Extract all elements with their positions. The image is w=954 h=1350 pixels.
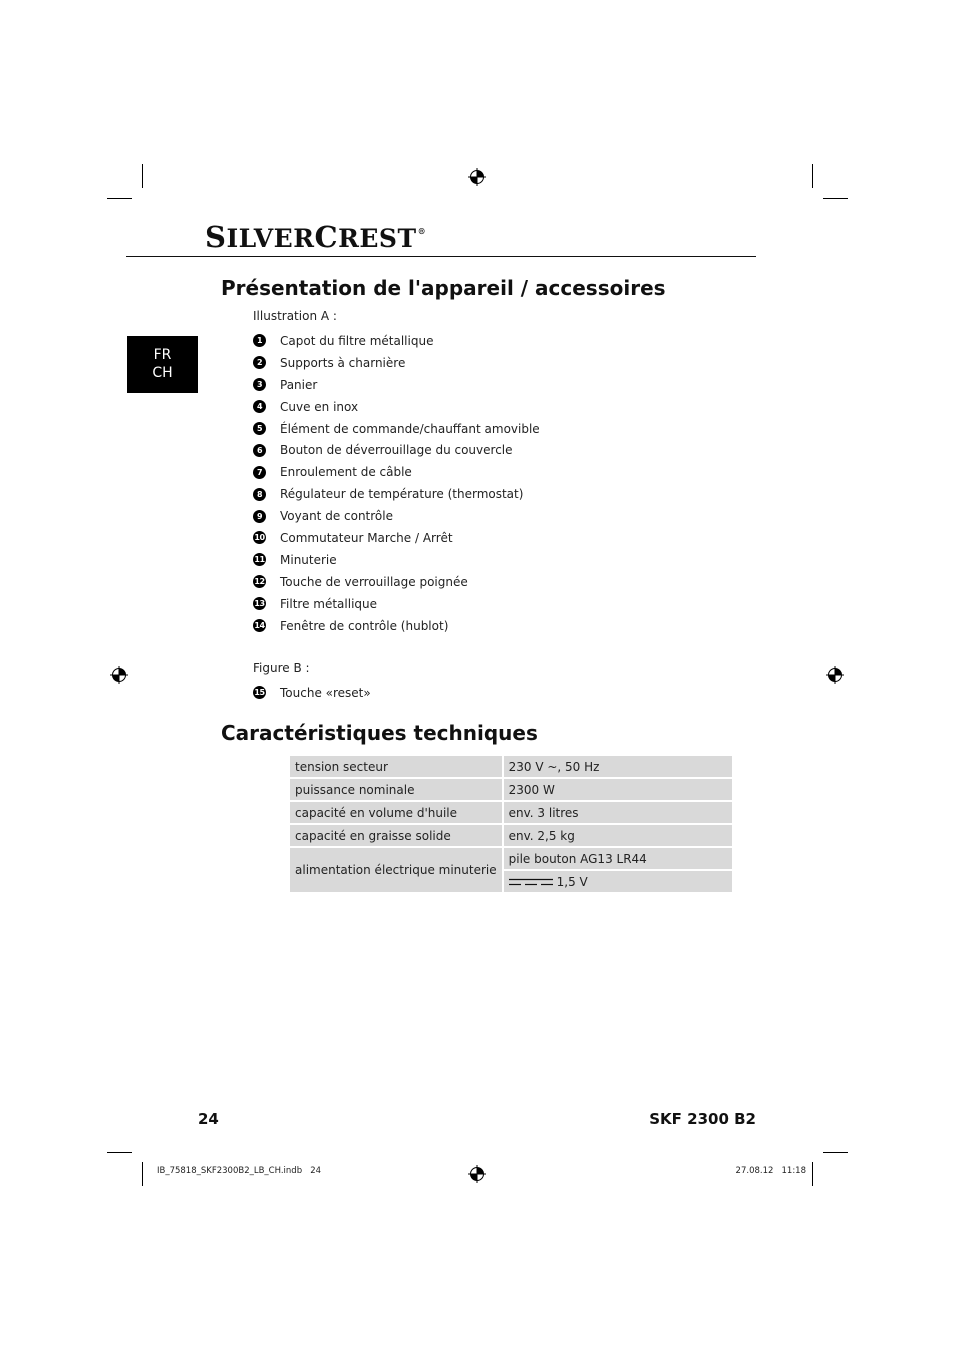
dc-current-icon [509, 878, 553, 886]
number-badge: 12 [254, 577, 265, 587]
registration-mark-icon [468, 168, 486, 186]
part-label: Touche «reset» [280, 685, 371, 700]
crop-mark [142, 1162, 143, 1186]
crop-mark [823, 198, 848, 199]
part-label: Cuve en inox [280, 399, 359, 414]
spec-value: 2300 W [504, 779, 732, 802]
spec-value: env. 2,5 kg [504, 825, 732, 848]
list-item [253, 571, 540, 593]
spec-label: puissance nominale [290, 779, 504, 802]
number-badge: 7 [253, 466, 266, 479]
number-badge: 5 [253, 422, 266, 435]
table-row [290, 756, 732, 779]
list-item [253, 505, 540, 527]
part-label: Capot du filtre métallique [280, 333, 434, 348]
number-badge: 4 [253, 400, 266, 413]
part-label: Commutateur Marche / Arrêt [280, 530, 453, 545]
list-item [253, 615, 540, 637]
list-item [253, 549, 540, 571]
part-label: Supports à charnière [280, 355, 406, 370]
part-label: Filtre métallique [280, 596, 378, 611]
parts-list [253, 330, 540, 636]
list-item [253, 352, 540, 374]
crop-mark [823, 1152, 848, 1153]
list-item [253, 682, 371, 703]
list-item [253, 439, 540, 461]
number-badge: 1 [253, 334, 266, 347]
list-item [253, 418, 540, 440]
list-item [253, 593, 540, 615]
model-number: SKF 2300 B2 [649, 1110, 756, 1128]
list-item [253, 330, 540, 352]
part-label: Fenêtre de contrôle (hublot) [280, 618, 449, 633]
figure-label: Figure B : [253, 661, 310, 675]
registration-mark-icon [468, 1165, 486, 1183]
illustration-label: Illustration A : [253, 309, 337, 323]
number-badge: 15 [254, 688, 265, 697]
registration-mark-icon [110, 666, 128, 684]
specs-table [290, 756, 732, 892]
language-code: FR [153, 347, 172, 363]
header-divider [126, 256, 756, 257]
number-badge: 2 [253, 356, 266, 369]
table-row [290, 802, 732, 825]
section-title: Présentation de l'appareil / accessoires [221, 276, 666, 300]
crop-mark [107, 1152, 132, 1153]
brand-initial: S [205, 220, 227, 254]
brand-text: ILVER [226, 224, 315, 253]
crop-mark [812, 164, 813, 188]
list-item [253, 374, 540, 396]
file-slug: IB_75818_SKF2300B2_LB_CH.indb 24 [157, 1166, 322, 1176]
part-label: Minuterie [280, 552, 337, 567]
crop-mark [142, 164, 143, 188]
list-item [253, 483, 540, 505]
part-label: Panier [280, 377, 318, 392]
page-number: 24 [198, 1110, 219, 1128]
registration-mark-icon [826, 666, 844, 684]
number-badge: 3 [253, 378, 266, 391]
brand-logo [205, 220, 426, 254]
table-row [290, 779, 732, 802]
registered-mark: ® [417, 226, 427, 236]
part-label: Touche de verrouillage poignée [280, 574, 468, 589]
voltage-value: 1,5 V [556, 874, 588, 889]
number-badge: 11 [254, 555, 265, 565]
number-badge: 6 [253, 444, 266, 457]
spec-value: pile bouton AG13 LR44 [504, 848, 732, 871]
list-item [253, 396, 540, 418]
number-badge: 9 [253, 510, 266, 523]
spec-value: 230 V ~, 50 Hz [504, 756, 732, 779]
part-label: Régulateur de température (thermostat) [280, 487, 524, 502]
number-badge: 13 [254, 599, 265, 609]
section-title: Caractéristiques techniques [221, 721, 538, 745]
brand-text: REST [338, 224, 417, 253]
table-row [290, 825, 732, 848]
spec-label: alimentation électrique minuterie [290, 848, 504, 892]
number-badge: 14 [254, 621, 265, 631]
spec-value: env. 3 litres [504, 802, 732, 825]
part-label: Bouton de déverrouillage du couvercle [280, 443, 513, 458]
number-badge: 8 [253, 488, 266, 501]
spec-label: capacité en graisse solide [290, 825, 504, 848]
part-label: Élément de commande/chauffant amovible [280, 421, 540, 436]
number-badge: 10 [254, 533, 265, 543]
table-row [290, 848, 732, 871]
date-slug: 27.08.12 11:18 [735, 1166, 806, 1176]
crop-mark [107, 198, 132, 199]
country-code: CH [152, 365, 173, 381]
crop-mark [812, 1162, 813, 1186]
spec-value-cell [504, 871, 732, 892]
spec-label: tension secteur [290, 756, 504, 779]
spec-label: capacité en volume d'huile [290, 802, 504, 825]
list-item [253, 461, 540, 483]
language-tab [127, 336, 198, 393]
brand-initial: C [314, 220, 339, 254]
part-label: Voyant de contrôle [280, 509, 393, 524]
part-label: Enroulement de câble [280, 465, 412, 480]
list-item [253, 527, 540, 549]
